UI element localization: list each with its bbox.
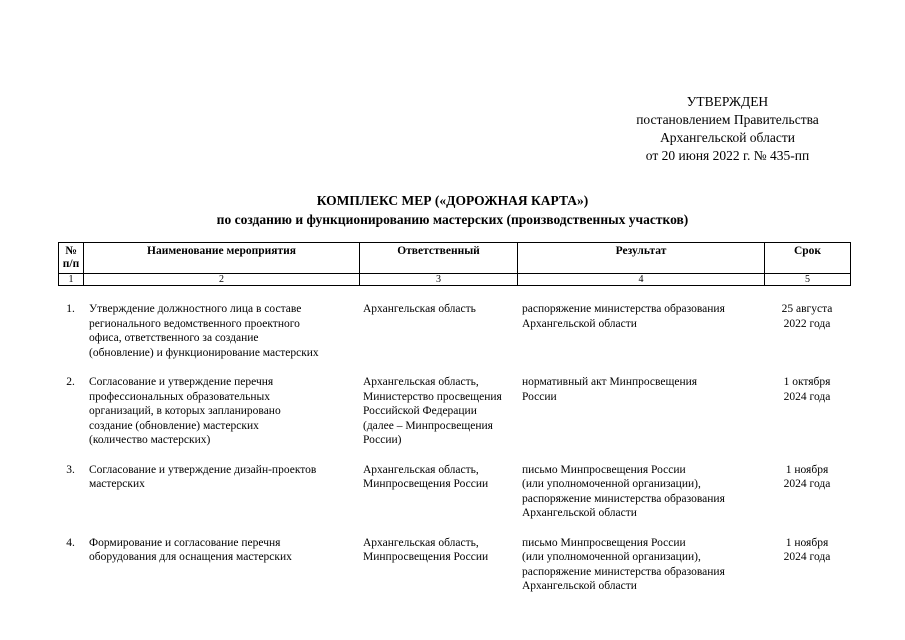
table-row xyxy=(58,302,850,375)
row-responsible-line: Министерство просвещения xyxy=(363,390,502,403)
row-responsible-line: России) xyxy=(363,434,402,446)
row-event-line: офиса, ответственного за создание xyxy=(89,332,259,344)
row-deadline-line: 2022 года xyxy=(783,317,831,330)
column-number: 5 xyxy=(765,274,851,286)
header-responsible: Ответственный xyxy=(360,243,518,274)
table-row xyxy=(58,375,850,463)
table-header xyxy=(58,242,851,286)
approval-stamp xyxy=(600,93,855,165)
row-responsible-line: Архангельская область, xyxy=(363,463,479,476)
row-responsible xyxy=(359,463,517,536)
measures-table-body xyxy=(58,302,850,609)
row-result-line: распоряжение министерства образования xyxy=(522,565,725,578)
approval-line: постановлением Правительства xyxy=(636,112,819,127)
column-number: 1 xyxy=(59,274,84,286)
row-event xyxy=(83,536,359,609)
row-result-line: Архангельской области xyxy=(522,317,637,330)
column-number: 3 xyxy=(360,274,518,286)
row-result xyxy=(517,375,764,463)
row-number xyxy=(58,536,83,609)
table-row xyxy=(58,536,850,609)
row-deadline xyxy=(764,375,850,463)
header-num-line: п/п xyxy=(62,258,80,270)
row-responsible-line: (далее – Минпросвещения xyxy=(363,419,493,432)
header-deadline: Срок xyxy=(765,243,851,274)
row-number-line: 1. xyxy=(66,303,75,315)
row-result-line: Архангельской области xyxy=(522,507,637,519)
row-result-line: распоряжение министерства образования xyxy=(522,303,725,315)
row-deadline-line: 1 октября xyxy=(783,376,831,388)
row-result-line: (или уполномоченной организации), xyxy=(522,478,701,490)
header-num-line: № xyxy=(65,245,77,257)
row-deadline-line: 2024 года xyxy=(783,390,831,403)
document-title xyxy=(0,191,905,229)
row-number-line: 4. xyxy=(66,536,75,549)
measures-rows xyxy=(58,302,850,609)
header-num xyxy=(59,243,84,274)
row-number xyxy=(58,375,83,463)
row-event-line: организаций, в которых запланировано xyxy=(89,405,281,417)
row-event-line: Формирование и согласование перечня xyxy=(89,536,281,549)
header-event: Наименование мероприятия xyxy=(84,243,360,274)
column-number: 4 xyxy=(518,274,765,286)
row-responsible-line: Архангельская область xyxy=(363,303,476,315)
column-number: 2 xyxy=(84,274,360,286)
row-deadline xyxy=(764,536,850,609)
table-row xyxy=(58,463,850,536)
row-number-line: 2. xyxy=(66,376,75,388)
approval-line: УТВЕРЖДЕН xyxy=(686,94,769,109)
row-event-line: Согласование и утверждение дизайн-проектов xyxy=(89,463,317,476)
header-result: Результат xyxy=(518,243,765,274)
approval-line: от 20 июня 2022 г. № 435-пп xyxy=(645,148,810,163)
row-result-line: Архангельской области xyxy=(522,580,637,592)
row-event-line: мастерских xyxy=(89,478,145,490)
row-result-line: нормативный акт Минпросвещения xyxy=(522,376,698,388)
row-number xyxy=(58,302,83,375)
row-deadline-line: 2024 года xyxy=(783,551,831,563)
row-number xyxy=(58,463,83,536)
row-event xyxy=(83,302,359,375)
row-event-line: Утверждение должностного лица в составе xyxy=(89,303,302,315)
row-event-line: регионального ведомственного проектного xyxy=(89,317,300,330)
row-responsible-line: Российской Федерации xyxy=(363,405,477,417)
row-deadline xyxy=(764,463,850,536)
row-event xyxy=(83,375,359,463)
row-event-line: (количество мастерских) xyxy=(89,434,211,446)
row-event-line: профессиональных образовательных xyxy=(89,390,270,403)
row-responsible xyxy=(359,536,517,609)
row-deadline-line: 25 августа xyxy=(781,303,833,315)
row-deadline-line: 1 ноября xyxy=(785,463,829,476)
row-event-line: оборудования для оснащения мастерских xyxy=(89,551,292,563)
row-event-line: Согласование и утверждение перечня xyxy=(89,376,274,388)
row-deadline xyxy=(764,302,850,375)
row-result-line: распоряжение министерства образования xyxy=(522,492,725,505)
header-row xyxy=(59,243,851,274)
row-result xyxy=(517,302,764,375)
row-responsible xyxy=(359,302,517,375)
row-responsible-line: Архангельская область, xyxy=(363,536,479,549)
row-event xyxy=(83,463,359,536)
row-event-line: (обновление) и функционирование мастерских xyxy=(89,346,319,359)
row-result xyxy=(517,463,764,536)
row-responsible xyxy=(359,375,517,463)
row-result-line: России xyxy=(522,390,557,403)
row-result-line: (или уполномоченной организации), xyxy=(522,551,701,563)
row-responsible-line: Минпросвещения России xyxy=(363,478,489,490)
row-deadline-line: 2024 года xyxy=(783,478,831,490)
column-number-row xyxy=(59,274,851,286)
document-title-line-1: КОМПЛЕКС МЕР («ДОРОЖНАЯ КАРТА») xyxy=(316,193,589,208)
row-number-line: 3. xyxy=(66,463,75,476)
row-result-line: письмо Минпросвещения России xyxy=(522,463,686,476)
document-title-line-2: по созданию и функционированию мастерских (производственных участков) xyxy=(216,212,689,227)
row-responsible-line: Архангельская область, xyxy=(363,376,479,388)
row-responsible-line: Минпросвещения России xyxy=(363,551,489,563)
row-result xyxy=(517,536,764,609)
approval-line: Архангельской области xyxy=(660,130,795,145)
row-deadline-line: 1 ноября xyxy=(785,536,829,549)
row-event-line: создание (обновление) мастерских xyxy=(89,419,259,432)
row-result-line: письмо Минпросвещения России xyxy=(522,536,686,549)
